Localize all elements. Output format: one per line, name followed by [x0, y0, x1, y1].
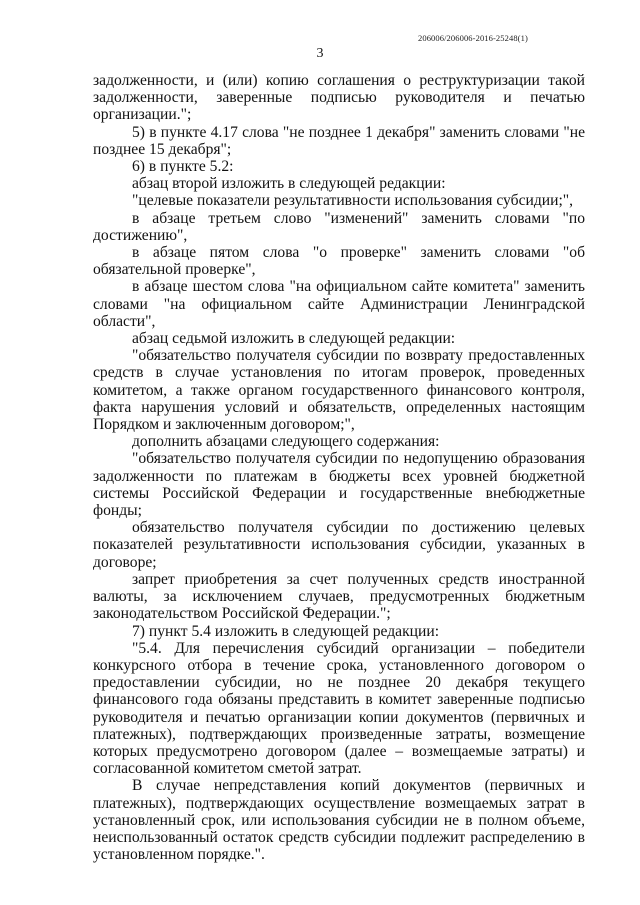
paragraph: задолженности, и (или) копию соглашения о реструктуризации такой задолженности, заверенные подписью руководителя и печатью организации.";	[93, 72, 585, 124]
paragraph: 5) в пункте 4.17 слова "не позднее 1 декабря" заменить словами "не позднее 15 декабря";	[93, 123, 585, 158]
document-body	[93, 72, 585, 863]
paragraph: 7) пункт 5.4 изложить в следующей редакции:	[132, 622, 440, 640]
paragraph: в абзаце третьем слово "изменений" заменить словами "по достижению",	[93, 209, 585, 244]
paragraph: запрет приобретения за счет полученных средств иностранной валюты, за исключением случаев, предусмотренных бюджетным законодательством Российской Федерации.";	[93, 570, 585, 623]
document-code: 206006/206006-2016-25248(1)	[418, 33, 528, 43]
paragraph: абзац седьмой изложить в следующей редакции:	[132, 330, 456, 348]
paragraph: "обязательство получателя субсидии по возврату предоставленных средств в случае установления по итогам проверок, проведенных комитетом, а также органом государственного финансового контроля, факта нарушения условий и обязательств, определенных настоящим Порядком и заключенным договором;",	[93, 347, 585, 434]
page-number: 3	[316, 46, 324, 61]
paragraph: в абзаце шестом слова "на официальном сайте комитета" заменить словами "на официальном сайте Администрации Ленинградской области",	[93, 278, 585, 330]
paragraph: обязательство получателя субсидии по достижению целевых показателей результативности использования субсидии, указанных в договоре;	[93, 519, 585, 571]
paragraph: В случае непредставления копий документов (первичных и платежных), подтверждающих осуществление возмещаемых затрат в установленный срок, или использования субсидии не в полном объеме, неиспользованный остаток средств субсидии подлежит распределению в установленном порядке.".	[93, 777, 585, 864]
paragraph: 6) в пункте 5.2:	[132, 158, 234, 176]
paragraph: "5.4. Для перечисления субсидий организации – победители конкурсного отбора в течение срока, установленного договором о предоставлении субсидии, но не позднее 20 декабря текущего финансового года обязаны представить в комитет заверенные подписью руководителя и печатью организации копии документов (первичных и платежных), подтверждающих произведенные затраты, возмещение которых предусмотрено договором (далее – возмещаемые затраты) и согласованной комитетом сметой затрат.	[93, 639, 585, 778]
paragraph: "обязательство получателя субсидии по недопущению образования задолженности по платежам в бюджеты всех уровней бюджетной системы Российской Федерации и государственные внебюджетные фонды;	[93, 450, 585, 520]
paragraph: дополнить абзацами следующего содержания:	[132, 433, 440, 451]
paragraph: абзац второй изложить в следующей редакции:	[132, 175, 446, 193]
paragraph: "целевые показатели результативности использования субсидии;",	[132, 192, 574, 210]
paragraph: в абзаце пятом слова "о проверке" заменить словами "об обязательной проверке",	[93, 244, 585, 279]
